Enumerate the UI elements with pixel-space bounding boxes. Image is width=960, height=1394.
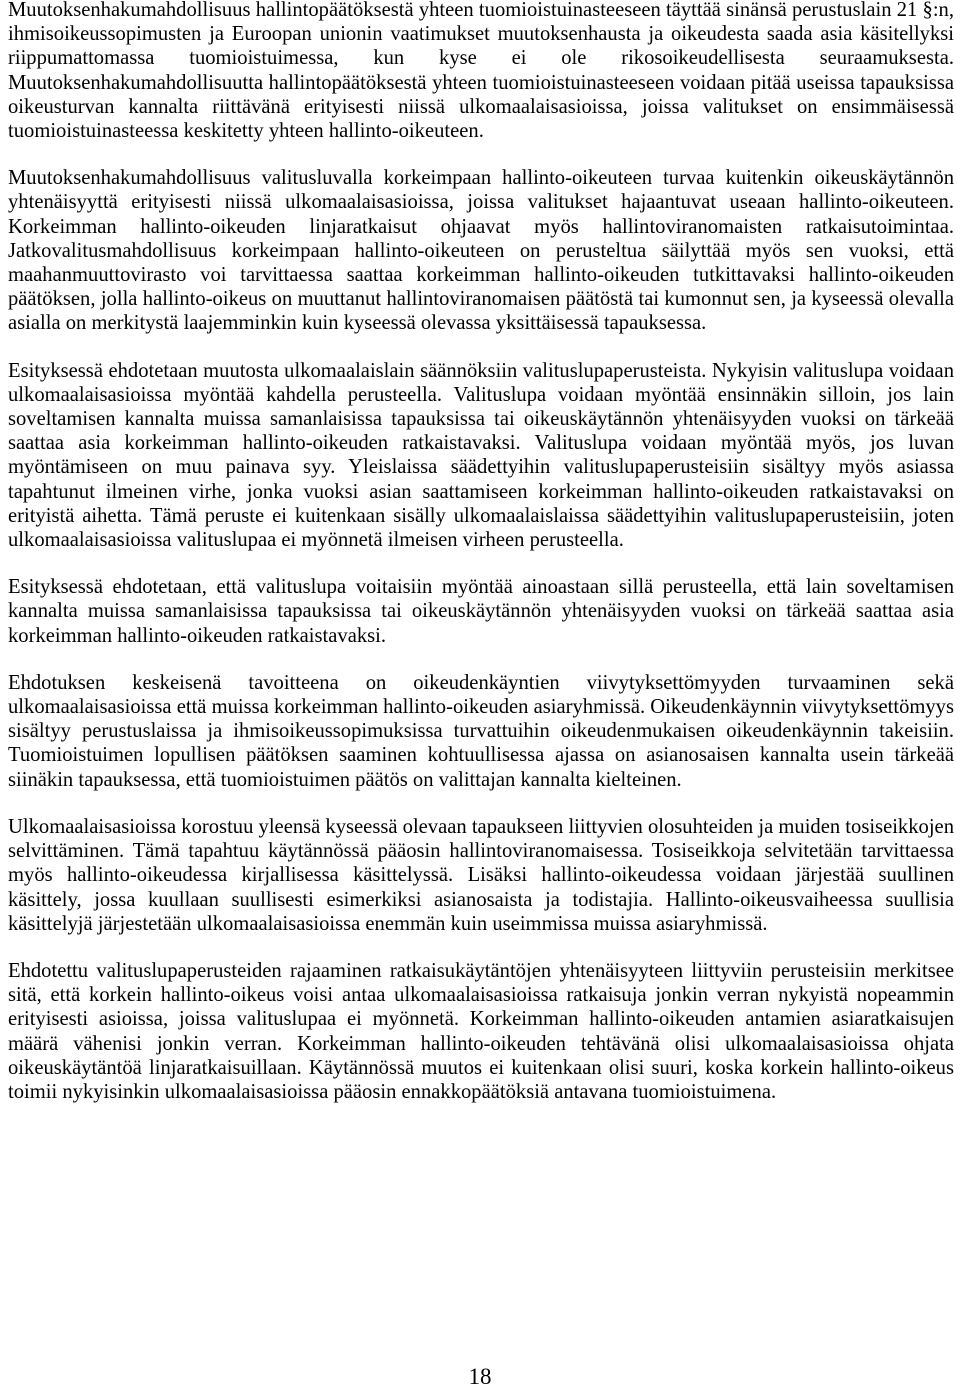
paragraph-1: Muutoksenhakumahdollisuus hallintopäätöksestä yhteen tuomioistuinasteeseen täyttää sinänsä perustuslain 21 §:n, ihmisoikeussopimusten ja Euroopan unionin vaatimukset muutoksenhausta ja oikeudesta saada asia käsitellyksi riippumattomassa tuomioistuimessa, kun kyse ei ole rikosoikeudellisesta seuraamuksesta. Muutoksenhakumahdollisuutta hallintopäätöksestä yhteen tuomioistuinasteeseen voidaan pitää useissa tapauksissa oikeusturvan kannalta riittävänä erityisesti niissä ulkomaalaisasioissa, joissa valitukset on ensimmäisessä tuomioistuinasteessa keskitetty yhteen hallinto-oikeuteen.: [8, 0, 954, 143]
paragraph-4: Esityksessä ehdotetaan, että valituslupa voitaisiin myöntää ainoastaan sillä perusteella, että lain soveltamisen kannalta muissa samanlaisissa tapauksissa tai oikeuskäytännön yhtenäisyyden vuoksi on tärkeää saattaa asia korkeimman hallinto-oikeuden ratkaistavaksi.: [8, 576, 954, 647]
document-page: [8, 0, 954, 1104]
paragraph-2: Muutoksenhakumahdollisuus valitusluvalla korkeimpaan hallinto-oikeuteen turvaa kuitenkin oikeuskäytännön yhtenäisyyttä erityisesti niissä ulkomaalaisasioissa, joissa valitukset hajaantuvat useaan hallinto-oikeuteen. Korkeimman hallinto-oikeuden linjaratkaisut ohjaavat myös hallintoviranomaisten ratkaisutoimintaa. Jatkovalitusmahdollisuus korkeimpaan hallinto-oikeuteen on perusteltua säilyttää myös sen vuoksi, että maahanmuuttovirasto voi tarvittaessa saattaa korkeimman hallinto-oikeuden tutkittavaksi hallinto-oikeuden päätöksen, jolla hallinto-oikeus on muuttanut hallintoviranomaisen päätöstä tai kumonnut sen, ja kyseessä olevalla asialla on merkitystä laajemminkin kuin kyseessä olevassa yksittäisessä tapauksessa.: [8, 167, 954, 335]
paragraph-5: Ehdotuksen keskeisenä tavoitteena on oikeudenkäyntien viivytyksettömyyden turvaaminen sekä ulkomaalaisasioissa että muissa korkeimman hallinto-oikeuden asiaryhmissä. Oikeudenkäynnin viivytyksettömyys sisältyy perustuslaissa ja ihmisoikeussopimuksissa turvattuihin oikeudenmukaisen oikeudenkäynnin takeisiin. Tuomioistuimen lopullisen päätöksen saaminen kohtuullisessa ajassa on asianosaisen kannalta usein tärkeää siinäkin tapauksessa, että tuomioistuimen päätös on valittajan kannalta kielteinen.: [8, 671, 954, 791]
paragraph-7: Ehdotettu valituslupaperusteiden rajaaminen ratkaisukäytäntöjen yhtenäisyyteen liittyviin perusteisiin merkitsee sitä, että korkein hallinto-oikeus voisi antaa ulkomaalaisasioissa ratkaisuja jonkin verran nykyistä nopeammin erityisesti asioissa, joissa valituslupaa ei myönnetä. Korkeimman hallinto-oikeuden antamien asiaratkaisujen määrä vähenisi jonkin verran. Korkeimman hallinto-oikeuden tehtävänä olisi ulkomaalaisasioissa ohjata oikeuskäytäntöä linjaratkaisuillaan. Käytännössä muutos ei kuitenkaan olisi suuri, koska korkein hallinto-oikeus toimii nykyisinkin ulkomaalaisasioissa pääosin ennakkopäätöksiä antavana tuomioistuimena.: [8, 959, 954, 1103]
paragraph-6: Ulkomaalaisasioissa korostuu yleensä kyseessä olevaan tapaukseen liittyvien olosuhteiden ja muiden tosiseikkojen selvittäminen. Tämä tapahtuu käytännössä pääosin hallintoviranomaisessa. Tosiseikkoja selvitetään tarvittaessa myös hallinto-oikeudessa kirjallisessa käsittelyssä. Lisäksi hallinto-oikeudessa voidaan järjestää suullinen käsittely, jossa kuullaan suullisesti esimerkiksi asianosaista ja todistajia. Hallinto-oikeusvaiheessa suullisia käsittelyjä järjestetään ulkomaalaisasioissa enemmän kuin useimmissa muissa asiaryhmissä.: [8, 815, 954, 935]
page-number: 18: [468, 1364, 492, 1389]
paragraph-3: Esityksessä ehdotetaan muutosta ulkomaalaislain säännöksiin valituslupaperusteista. Nykyisin valituslupa voidaan ulkomaalaisasioissa myöntää kahdella perusteella. Valituslupa voidaan myöntää ensinnäkin silloin, jos lain soveltamisen kannalta muissa samanlaisissa tapauksissa tai oikeuskäytännön yhtenäisyyden vuoksi on tärkeää saattaa asia korkeimman hallinto-oikeuden ratkaistavaksi. Valituslupa voidaan myöntää myös, jos luvan myöntämiseen on muu painava syy. Yleislaissa säädettyihin valituslupaperusteisiin sisältyy myös asiassa tapahtunut ilmeinen virhe, jonka vuoksi asian saattamiseen korkeimman hallinto-oikeuden ratkaistavaksi on erityistä aihetta. Tämä peruste ei kuitenkaan sisälly ulkomaalaislaissa säädettyihin valituslupaperusteisiin, joten ulkomaalaisasioissa valituslupaa ei myönnetä ilmeisen virheen perusteella.: [8, 359, 954, 552]
